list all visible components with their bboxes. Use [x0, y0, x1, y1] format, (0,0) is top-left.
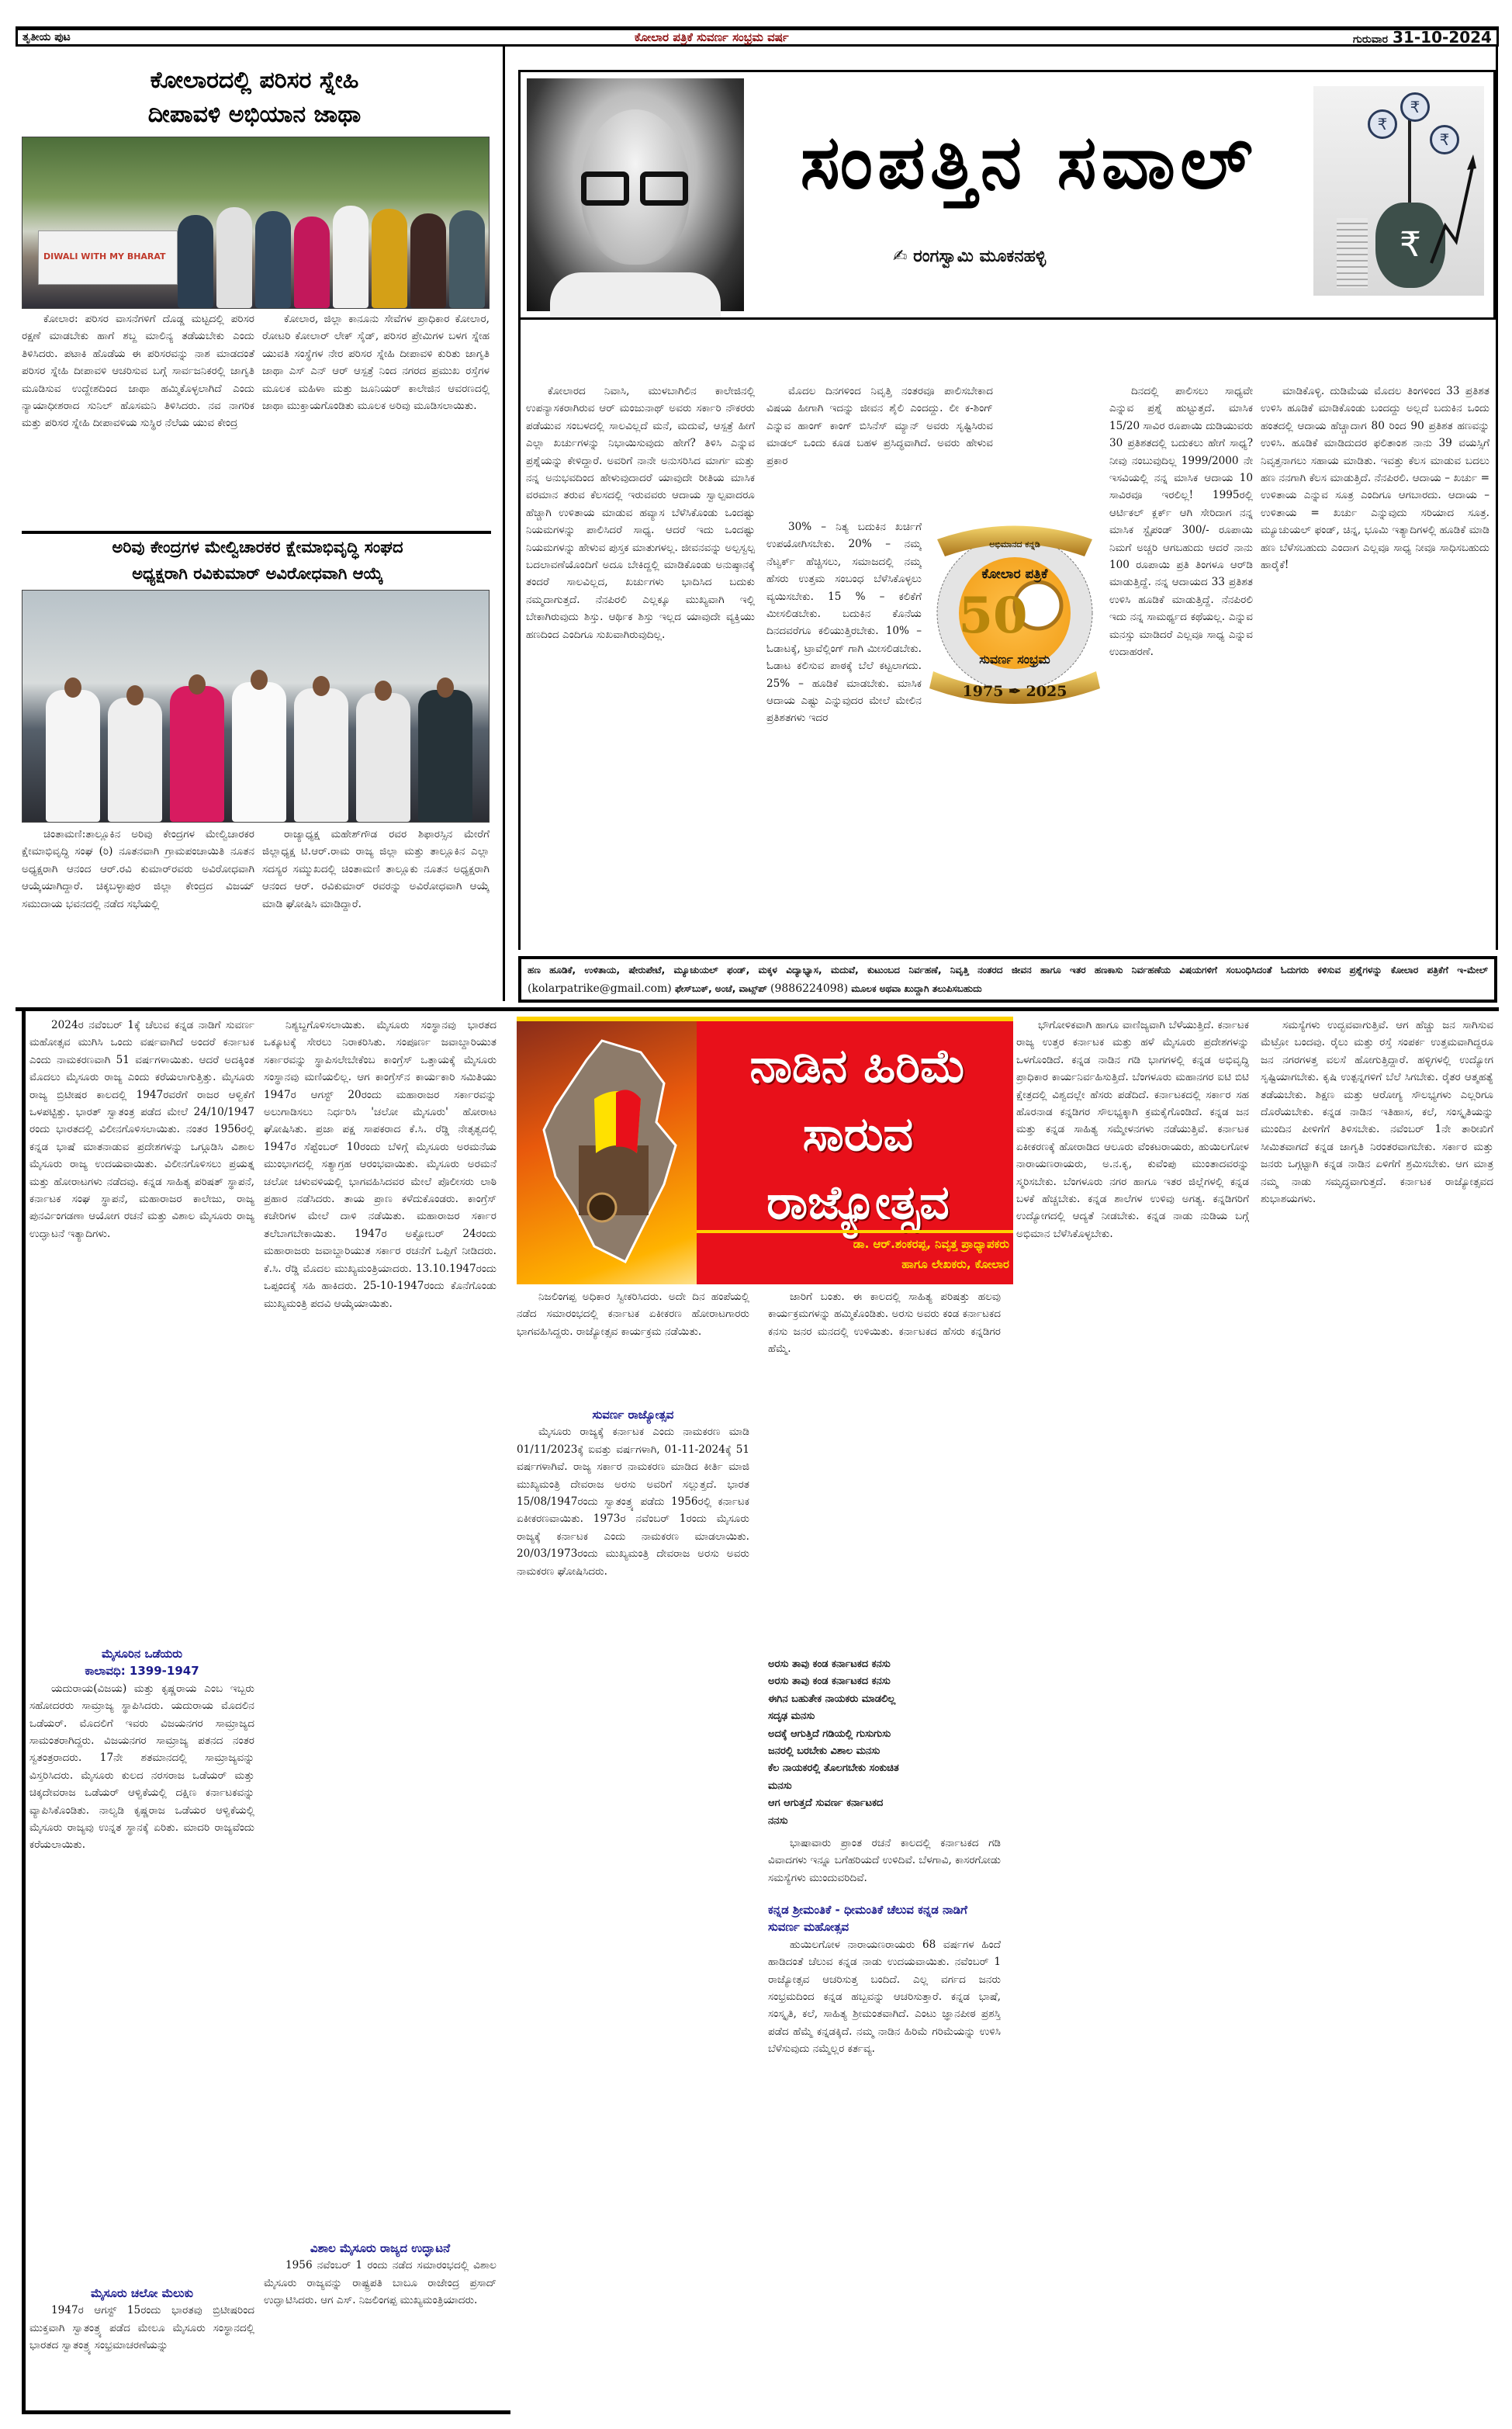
- info-text: ಮೂಲಕ ಅಥವಾ ಖುದ್ದಾಗಿ ತಲುಪಿಸಬಹುದು: [851, 983, 982, 994]
- person: [294, 688, 348, 822]
- rajyotsava-col3a: [517, 1288, 749, 1403]
- karnataka-map-art: [517, 1021, 697, 1284]
- person: [333, 206, 368, 308]
- frame-left: [22, 1009, 26, 2413]
- paragraph: ಚಿಂತಾಮಣಿ:ತಾಲ್ಲೂಕಿನ ಅರಿವು ಕೇಂದ್ರಗಳ ಮೇಲ್ವಿಚಾರಕರ ಕ್ಷೇಮಾಭಿವೃದ್ಧಿ ಸಂಘ (ರಿ) ನೂತನವಾಗಿ ಗ್ರಾಮಪಂಚಾಯಿತಿ ನೂತನ ಅಧ್ಯಕ್ಷರಾಗಿ ಆನಂದ ಆರ್.ರವಿ ಕುಮಾರ್‌ರವರು ಅವಿರೋಧವಾಗಿ ಆಯ್ಕೆಯಾಗಿದ್ದಾರೆ. ಚಿಕ್ಕಬಳ್ಳಾಪುರ ಜಿಲ್ಲಾ ಕೇಂದ್ರದ ವಿಜಯ್ ಸಮುದಾಯ ಭವನದಲ್ಲಿ ನಡೆದ ಸಭೆಯಲ್ಲಿ: [22, 828, 254, 910]
- page-label: ತೃತೀಯ ಪುಟ: [22, 31, 71, 43]
- rajyotsava-col1c: [29, 2285, 254, 2409]
- story-diwali-col2: [262, 310, 490, 520]
- person: [108, 698, 162, 822]
- poem-line: ಈಗಿನ ಬಹುತೇಕ ನಾಯಕರು ಮಾಡಲಿಲ್ಲ: [768, 1693, 896, 1705]
- rupee-coin-icon: ₹: [1430, 125, 1459, 154]
- paragraph: ಕೋಲಾರದ ನಿವಾಸಿ, ಮುಳಬಾಗಿಲಿನ ಕಾಲೇಜಿನಲ್ಲಿ ಉಪನ್ಯಾಸಕರಾಗಿರುವ ಆರ್ ಮಂಜುನಾಥ್ ಅವರು ಸರ್ಕಾರಿ ನೌಕರರು ಪಡೆಯುವ ಸಂಬಳದಲ್ಲಿ ಸಾಲವಿಲ್ಲದೆ ಮನೆ, ಮದುವೆ, ಆಸ್ಪತ್ರೆ ಹೀಗೆ ಎಲ್ಲಾ ಖರ್ಚುಗಳನ್ನು ನಿಭಾಯಿಸುವುದು ಹೇಗೆ? ತಿಳಿಸಿ ಎನ್ನುವ ಪ್ರಶ್ನೆಯನ್ನು ಕೇಳಿದ್ದಾರೆ. ಅವರಿಗೆ ನಾನೇ ಅನುಸರಿಸಿದ ಮಾರ್ಗ ಮತ್ತು ನನ್ನ ಅನುಭವದಿಂದ ಹೇಳುವುದಾದರೆ ಯಾವುದೇ ರೀತಿಯ ಮಾಸಿಕ ವರಮಾನ ತರುವ ಕೆಲಸದಲ್ಲಿ ಇರುವವರು ಆದಾಯ ಸ್ವಾಲ್ಪವಾದರೂ ಹೆಚ್ಚಾಗಿ ಉಳಿತಾಯ ಮಾಡುವ ಹವ್ಯಾಸ ಬೆಳೆಸಿಕೊಂಡು ಒಂದಷ್ಟು ನಿಯಮಗಳನ್ನು ಪಾಲಿಸಿದರೆ ಸಾಧ್ಯ. ಆದರೆ ಇದು ಒಂದಷ್ಟು ನಿಯಮಗಳನ್ನು ಹೇಳುವ ಪುಸ್ತಕ ಮಾತುಗಳಲ್ಲ. ಜೀವನವನ್ನು ಅಲ್ಪಸ್ವಲ್ಪ ಬದಲಾವಣೆಯೊಂದಿಗೆ ಅದೂ ಬೇಕಿದ್ದಲ್ಲಿ ಮಾಡಿಕೊಂಡು ಅನುಷ್ಠಾನಕ್ಕೆ ತಂದರೆ ಸಾಲವಿಲ್ಲದ, ಖರ್ಚುಗಳು ಭಾದಿಸಿದ ಬದುಕು ನಮ್ಮದಾಗುತ್ತದೆ. ನೆನಪಿರಲಿ ಎಲ್ಲಕ್ಕೂ ಮುಖ್ಯವಾಗಿ ಇಲ್ಲಿ ಬೇಕಾಗಿರುವುದು ಶಿಸ್ತು. ಆರ್ಥಿಕ ಶಿಸ್ತು ಇಲ್ಲದ ಯಾವುದೇ ವ್ಯಕ್ತಿಯು ಹಣದಿಂದ ಎಂದಿಗೂ ಸುಖವಾಗಿರುವುದಿಲ್ಲ.: [526, 385, 755, 641]
- paragraph: ಜಾರಿಗೆ ಬಂತು. ಈ ಕಾಲದಲ್ಲಿ ಸಾಹಿತ್ಯ ಪರಿಷತ್ತು ಹಲವು ಕಾರ್ಯಕ್ರಮಗಳನ್ನು ಹಮ್ಮಿಕೊಂಡಿತು. ಅರಸು ಅವರು ಕಂಡ ಕರ್ನಾಟಕದ ಕನಸು ಜನರ ಮನದಲ್ಲಿ ಉಳಿಯಿತು. ಕರ್ನಾಟಕದ ಹೆಸರು ಕನ್ನಡಿಗರ ಹೆಮ್ಮೆ.: [768, 1291, 1001, 1356]
- poem-line: ಅರಸು ತಾವು ಕಂಡ ಕರ್ನಾಟಕದ ಕನಸು: [768, 1675, 891, 1688]
- subheading-vishala-mysore: ವಿಶಾಲ ಮೈಸೂರು ರಾಜ್ಯದ ಉದ್ಘಾಟನೆ: [310, 2241, 451, 2255]
- rajyotsava-col1b: [29, 1645, 254, 2282]
- rajyotsava-col4a: [768, 1288, 1001, 1653]
- paragraph: ಕೋಲಾರ, ಜಿಲ್ಲಾ ಕಾನೂನು ಸೇವೆಗಳ ಪ್ರಾಧಿಕಾರ ಕೋಲಾರ, ರೋಟರಿ ಕೋಲಾರ್ ಲೇಕ್ ಸೈಡ್, ಪರಿಸರ ಪ್ರೇಮಿಗಳ ಬಳಗ ಸ್ನೇಹ ಯುವತಿ ಸಂಸ್ಥೆಗಳ ನೇರ ಪರಿಸರ ಸ್ನೇಹಿ ದೀಪಾವಳಿ ಕುರಿತು ಜಾಗೃತಿ ಜಾಥಾ ಎಸ್ ಎನ್ ಆರ್ ಆಸ್ಪತ್ರೆ ನಿಂದ ನಗರದ ಪ್ರಮುಖ ರಸ್ತೆಗಳ ಮೂಲಕ ಮಹಿಳಾ ಮತ್ತು ಜೂನಿಯರ್ ಕಾಲೇಜಿನ ಆವರಣದಲ್ಲಿ ಜಾಥಾ ಮುಕ್ತಾಯಗೊಂಡಿತು ಮೂಲಕ ಅರಿವು ಮೂಡಿಸಲಾಯಿತು.: [262, 313, 490, 413]
- rajyotsava-col4c: [768, 1901, 1001, 2410]
- subheading-kannada-shrimanthike: ಕನ್ನಡ ಶ್ರೀಮಂತಿಕೆ - ಧೀಮಂತಿಕೆ ಚೆಲುವ ಕನ್ನಡ ನಾಡಿಗೆ ಸುವರ್ಣ ಮಹೋತ್ಸವ: [768, 1903, 967, 1935]
- paragraph: ಸಮಸ್ಯೆಗಳು ಉದ್ಭವವಾಗುತ್ತಿವೆ. ಆಗ ಹೆಚ್ಚು ಜನ ಸಾಗಿಸುವ ಮೆಟ್ರೋ ಬಂದವು. ರೈಲು ಮತ್ತು ರಸ್ತೆ ಸಂಪರ್ಕ ಉತ್ತಮವಾಗಿದ್ದರೂ ಜನ ನಗರಗಳತ್ತ ವಲಸೆ ಹೋಗುತ್ತಿದ್ದಾರೆ. ಹಳ್ಳಿಗಳಲ್ಲಿ ಉದ್ಯೋಗ ಸೃಷ್ಟಿಯಾಗಬೇಕು. ಕೃಷಿ ಉತ್ಪನ್ನಗಳಿಗೆ ಬೆಲೆ ಸಿಗಬೇಕು. ರೈತರ ಆತ್ಮಹತ್ಯೆ ತಡೆಯಬೇಕು. ಶಿಕ್ಷಣ ಮತ್ತು ಆರೋಗ್ಯ ಸೌಲಭ್ಯಗಳು ಎಲ್ಲರಿಗೂ ದೊರೆಯಬೇಕು. ಕನ್ನಡ ನಾಡಿನ ಇತಿಹಾಸ, ಕಲೆ, ಸಂಸ್ಕೃತಿಯನ್ನು ಮುಂದಿನ ಪೀಳಿಗೆಗೆ ತಿಳಿಸಬೇಕು. ನವೆಂಬರ್ 1ನೇ ತಾರೀಖಿಗೆ ಸೀಮಿತವಾಗದೆ ಕನ್ನಡ ಜಾಗೃತಿ ನಿರಂತರವಾಗಬೇಕು. ಸರ್ಕಾರ ಮತ್ತು ಜನರು ಒಗ್ಗಟ್ಟಾಗಿ ಕನ್ನಡ ನಾಡಿನ ಏಳಿಗೆಗೆ ಶ್ರಮಿಸಬೇಕು. ಆಗ ಮಾತ್ರ ನಮ್ಮ ನಾಡು ಸಮೃದ್ಧವಾಗುತ್ತದೆ. ಕರ್ನಾಟಕ ರಾಜ್ಯೋತ್ಸವದ ಶುಭಾಶಯಗಳು.: [1261, 1019, 1493, 1206]
- story-diwali-col1: [22, 310, 254, 520]
- column-title: ಸಂಪತ್ತಿನ ಸವಾಲ್: [800, 119, 1258, 206]
- logo-years: 1975 ✒ 2025: [962, 683, 1067, 700]
- rajyotsava-col2b: [264, 2240, 497, 2410]
- contact-phone: (9886224098): [770, 982, 849, 995]
- paragraph: ಭಾಷಾವಾರು ಪ್ರಾಂತ ರಚನೆ ಕಾಲದಲ್ಲಿ ಕರ್ನಾಟಕದ ಗಡಿ ವಿವಾದಗಳು ಇನ್ನೂ ಬಗೆಹರಿಯದೆ ಉಳಿದಿವೆ. ಬೆಳಗಾವಿ, ಕಾಸರಗೋಡು ಸಮಸ್ಯೆಗಳು ಮುಂದುವರಿದಿವೆ.: [768, 1837, 1001, 1884]
- growth-arrow-icon: [1430, 148, 1476, 265]
- poem-line: ಕೆಲ ನಾಯಕರಲ್ಲಿ ತೊಲಗಬೇಕು ಸಂಕುಚಿತ: [768, 1762, 899, 1775]
- person: [410, 213, 446, 308]
- rupee-coin-icon: ₹: [1400, 92, 1430, 122]
- paragraph: ಭೌಗೋಳಿಕವಾಗಿ ಹಾಗೂ ವಾಣಿಜ್ಯವಾಗಿ ಬೆಳೆಯುತ್ತಿದೆ. ಕರ್ನಾಟಕ ರಾಜ್ಯ ಉತ್ತರ ಕರ್ನಾಟಕ ಮತ್ತು ಹಳೆ ಮೈಸೂರು ಪ್ರದೇಶಗಳನ್ನು ಒಳಗೊಂಡಿದೆ. ಕನ್ನಡ ನಾಡಿನ ಗಡಿ ಭಾಗಗಳಲ್ಲಿ ಕನ್ನಡ ಅಭಿವೃದ್ಧಿ ಪ್ರಾಧಿಕಾರ ಕಾರ್ಯನಿರ್ವಹಿಸುತ್ತಿದೆ. ಬೆಂಗಳೂರು ಮಹಾನಗರ ಐಟಿ ಬಿಟಿ ಕ್ಷೇತ್ರದಲ್ಲಿ ವಿಶ್ವದಲ್ಲೇ ಹೆಸರು ಪಡೆದಿದೆ. ಕರ್ನಾಟಕದಲ್ಲಿ ಸರ್ಕಾರ ಸಹ ಹೊರನಾಡ ಕನ್ನಡಿಗರ ಸೌಲಭ್ಯಕ್ಕಾಗಿ ಕ್ರಮಕೈಗೊಂಡಿದೆ. ಕನ್ನಡ ಜನ ಮತ್ತು ಕನ್ನಡ ಸಾಹಿತ್ಯ ಸಮ್ಮೇಳನಗಳು ನಡೆಯುತ್ತಿವೆ. ಕರ್ನಾಟಕ ಏಕೀಕರಣಕ್ಕೆ ಹೋರಾಡಿದ ಆಲೂರು ವೆಂಕಟರಾಯರು, ಹುಯಿಲಗೋಳ ನಾರಾಯಣರಾಯರು, ಅ.ನ.ಕೃ, ಕುವೆಂಪು ಮುಂತಾದವರನ್ನು ಸ್ಮರಿಸಬೇಕು. ಬೆಂಗಳೂರು ನಗರ ಹಾಗೂ ಇತರ ಜಿಲ್ಲೆಗಳಲ್ಲಿ ಕನ್ನಡ ಬಳಕೆ ಹೆಚ್ಚಬೇಕು. ಕನ್ನಡ ಶಾಲೆಗಳ ಉಳಿವು ಅಗತ್ಯ. ಕನ್ನಡಿಗರಿಗೆ ಉದ್ಯೋಗದಲ್ಲಿ ಆದ್ಯತೆ ನೀಡಬೇಕು. ಕನ್ನಡ ನಾಡು ನುಡಿಯ ಬಗ್ಗೆ ಅಭಿಮಾನ ಬೆಳೆಸಿಕೊಳ್ಳಬೇಕು.: [1016, 1019, 1249, 1240]
- rajyotsava-col6: [1261, 1017, 1493, 2410]
- column-text-col1: [526, 383, 755, 949]
- poem-line: ಸದೃಢ ಮನಸು: [768, 1710, 815, 1723]
- title-line: ಸಾರುವ: [802, 1107, 914, 1162]
- money-bag-icon: ₹: [1375, 203, 1445, 288]
- logo-arc-bottom-text: ಸುವರ್ಣ ಸಂಭ್ರಮ: [979, 652, 1050, 667]
- person: [294, 217, 330, 308]
- info-text: ಫೇಸ್‌ಬುಕ್, ಅಂಚೆ, ವಾಟ್ಸ್‌ಪ್: [674, 983, 767, 994]
- author-line: ಡಾ. ಆರ್.ಶಂಕರಪ್ಪ, ನಿವೃತ್ತ ಪ್ರಾಧ್ಯಾಪಕರು: [853, 1237, 1009, 1251]
- logo-number: 50: [958, 587, 1028, 645]
- column-banner: [518, 70, 1496, 320]
- paragraph: 1956 ನವೆಂಬರ್ 1 ರಂದು ನಡೆದ ಸಮಾರಂಭದಲ್ಲಿ ವಿಶಾಲ ಮೈಸೂರು ರಾಜ್ಯವನ್ನು ರಾಷ್ಟ್ರಪತಿ ಬಾಬೂ ರಾಜೇಂದ್ರ ಪ್ರಸಾದ್ ಉದ್ಘಾಟಿಸಿದರು. ಆಗ ಎಸ್. ನಿಜಲಿಂಗಪ್ಪ ಮುಖ್ಯಮಂತ್ರಿಯಾದರು.: [264, 2259, 497, 2307]
- poem-line: ನನಸು: [768, 1814, 788, 1827]
- rajyotsava-poem: [768, 1656, 1001, 1830]
- paragraph: ನಿಶ್ಯಬ್ದಗೊಳಿಸಲಾಯಿತು. ಮೈಸೂರು ಸಂಸ್ಥಾನವು ಭಾರತದ ಒಕ್ಕೂಟಕ್ಕೆ ಸೇರಲು ನಿರಾಕರಿಸಿತು. ಸಂಪೂರ್ಣ ಜವಾಬ್ದಾರಿಯುತ ಸರ್ಕಾರವನ್ನು ಸ್ಥಾಪಿಸಲೇಬೇಕೆಂಬ ಕಾಂಗ್ರೆಸ್ ಒತ್ತಾಯಕ್ಕೆ ಮೈಸೂರು ಸಂಸ್ಥಾನವು ಮಣಿಯಲಿಲ್ಲ. ಆಗ ಕಾಂಗ್ರೆಸ್‌ನ ಕಾರ್ಯಕಾರಿ ಸಮಿತಿಯು 1947ರ ಆಗಸ್ಟ್ 20ರಂದು ಮಹಾರಾಜರ ಸರ್ಕಾರವನ್ನು ಅಲುಗಾಡಿಸಲು ನಿರ್ಧರಿಸಿ 'ಚಲೋ ಮೈಸೂರು' ಹೋರಾಟ ಘೋಷಿಸಿತು. ಪ್ರಜಾ ಪಕ್ಷ ಸಾಪಕರಾದ ಕೆ.ಸಿ. ರೆಡ್ಡಿ ನೇತೃತ್ವದಲ್ಲಿ 1947ರ ಸೆಪ್ಟೆಂಬರ್ 10ರಂದು ಬೆಳಿಗ್ಗೆ ಮೈಸೂರು ಅರಮನೆಯ ಮುಂಭಾಗದಲ್ಲಿ ಸತ್ಯಾಗ್ರಹ ಆರಂಭವಾಯಿತು. ಮೈಸೂರು ಅರಮನೆ ಚಲೋ ಚಳುವಳಿಯಲ್ಲಿ ಭಾಗವಹಿಸಿದವರ ಮೇಲೆ ಪೊಲೀಸರು ಲಾಠಿ ಪ್ರಹಾರ ನಡೆಸಿದರು. ತಾಯ ಪ್ರಾಣ ಕಳೆದುಕೊಂಡರು. ಕಾಂಗ್ರೆಸ್ ಕಚೇರಿಗಳ ಮೇಲೆ ದಾಳಿ ನಡೆಯಿತು. ಮಹಾರಾಜರ ಸರ್ಕಾರ ತಲೆಬಾಗಬೇಕಾಯಿತು. 1947ರ ಅಕ್ಟೋಬರ್ 24ರಂದು ಮಹಾರಾಜರು ಜವಾಬ್ದಾರಿಯುತ ಸರ್ಕಾರ ರಚನೆಗೆ ಒಪ್ಪಿಗೆ ನೀಡಿದರು. ಕೆ.ಸಿ. ರೆಡ್ಡಿ ಮೊದಲ ಮುಖ್ಯಮಂತ್ರಿಯಾದರು. 13.10.1947ರಂದು ಒಪ್ಪಂದಕ್ಕೆ ಸಹಿ ಹಾಕಿದರು. 25-10-1947ರಂದು ಕೊನೆಗೊಂಡು ಮುಖ್ಯಮಂತ್ರಿ ಪದವಿ ಆಯ್ಕೆಯಾಯಿತು.: [264, 1019, 497, 1310]
- subheading-mysore-chalo: ಮೈಸೂರು ಚಲೋ ಮೆಲುಕು: [91, 2286, 193, 2300]
- headline-line: ಅಧ್ಯಕ್ಷರಾಗಿ ರವಿಕುಮಾರ್ ಅವಿರೋಧವಾಗಿ ಆಯ್ಕೆ: [132, 564, 383, 583]
- paragraph: 1947ರ ಆಗಸ್ಟ್ 15ರಂದು ಭಾರತವು ಬ್ರಿಟೀಷರಿಂದ ಮುಕ್ತವಾಗಿ ಸ್ವಾತಂತ್ರ್ಯ ಪಡೆದ ಮೇಲೂ ಮೈಸೂರು ಸಂಸ್ಥಾನದಲ್ಲಿ ಭಾರತದ ಸ್ವಾತಂತ್ರ್ಯ ಸಂಭ್ರಮಾಚರಣೆಯನ್ನು: [29, 2304, 254, 2352]
- paragraph: ದಿನದಲ್ಲಿ ಪಾಲಿಸಲು ಸಾಧ್ಯವೇ ಎನ್ನುವ ಪ್ರಶ್ನೆ ಹುಟ್ಟುತ್ತದೆ. ಮಾಸಿಕ 15/20 ಸಾವಿರ ರೂಪಾಯಿ ದುಡಿಯುವರು 30 ಪ್ರತಿಶತದಲ್ಲಿ ಬದುಕಲು ಹೇಗೆ ಸಾಧ್ಯ? ನೀವು ನಂಬುವುದಿಲ್ಲ 1999/2000 ನೇ ಇಸವಿಯಲ್ಲಿ ನನ್ನ ಮಾಸಿಕ ಆದಾಯ 10 ಸಾವಿರವೂ ಇರಲಿಲ್ಲ! 1995ರಲ್ಲಿ ಆರ್ಟಿಕಲ್ ಕ್ಲರ್ಕ್ ಆಗಿ ಸೇರಿದಾಗ ನನ್ನ ಮಾಸಿಕ ಸ್ಟೈಪಂಡ್ 300/- ರೂಪಾಯಿ ನಿಮಗೆ ಅಚ್ಚರಿ ಆಗಬಹುದು ಆದರೆ ನಾನು 100 ರೂಪಾಯಿ ಪ್ರತಿ ತಿಂಗಳೂ ಆರ್‌ಡಿ ಮಾಡುತ್ತಿದ್ದೆ. ನನ್ನ ಆದಾಯದ 33 ಪ್ರತಿಶತ ಉಳಿಸಿ ಹೂಡಿಕೆ ಮಾಡುತ್ತಿದ್ದೆ. ನೆನಪಿರಲಿ ಇದು ನನ್ನ ಸಾಮರ್ಥ್ಯದ ಕಥೆಯಲ್ಲ. ಎನ್ನುವ ಮನಸ್ಸು ಮಾಡಿದರೆ ಎಲ್ಲವೂ ಸಾಧ್ಯ ಎನ್ನುವ ಉದಾಹರಣೆ.: [1109, 385, 1253, 659]
- subheading-period: ಕಾಲಾವಧಿ: 1399-1947: [85, 1664, 199, 1679]
- person: [449, 210, 485, 308]
- person: [418, 690, 472, 822]
- frame-bottom: [22, 2410, 510, 2414]
- person: [372, 209, 407, 308]
- rajyotsava-col4b: [768, 1835, 1001, 1897]
- paragraph: ಯದುರಾಯ(ವಿಜಯ) ಮತ್ತು ಕೃಷ್ಣರಾಯ ಎಂಬ ಇಬ್ಬರು ಸಹೋದರರು ಸಾಮ್ರಾಜ್ಯ ಸ್ಥಾಪಿಸಿದರು. ಯದುರಾಯ ಮೊದಲಿನ ಒಡೆಯರ್. ಮೊದಲಿಗೆ ಇವರು ವಿಜಯನಗರ ಸಾಮ್ರಾಜ್ಯದ ಸಾಮಂತರಾಗಿದ್ದರು. ವಿಜಯನಗರ ಸಾಮ್ರಾಜ್ಯ ಪತನದ ನಂತರ ಸ್ವತಂತ್ರರಾದರು. 17ನೇ ಶತಮಾನದಲ್ಲಿ ಸಾಮ್ರಾಜ್ಯವನ್ನು ವಿಸ್ತರಿಸಿದರು. ಮೈಸೂರು ಕುಲದ ನರಸರಾಜ ಒಡೆಯರ್ ಮತ್ತು ಚಿಕ್ಕದೇವರಾಜ ಒಡೆಯರ್ ಆಳ್ವಿಕೆಯಲ್ಲಿ ದಕ್ಷಿಣ ಕರ್ನಾಟಕವನ್ನು ವ್ಯಾಪಿಸಿಕೊಂಡಿತು. ನಾಲ್ವಡಿ ಕೃಷ್ಣರಾಜ ಒಡೆಯರ ಆಳ್ವಿಕೆಯಲ್ಲಿ ಮೈಸೂರು ರಾಜ್ಯವು ಉನ್ನತ ಸ್ಥಾನಕ್ಕೆ ಏರಿತು. ಮಾದರಿ ರಾಜ್ಯವೆಂದು ಕರೆಯಲಾಯಿತು.: [29, 1682, 254, 1852]
- rajyotsava-title: [703, 1032, 1013, 1237]
- person: [255, 211, 291, 308]
- karnataka-map-icon: [532, 1037, 687, 1270]
- info-text: ಹಣ ಹೂಡಿಕೆ, ಉಳಿತಾಯ, ಷೇರುಪೇಟೆ, ಮ್ಯೂಚುಯಲ್ ಫಂಡ್, ಮಕ್ಕಳ ವಿದ್ಯಾಭ್ಯಾಸ, ಮದುವೆ, ಕುಟುಂಬದ ನಿರ್ವಹಣೆ, ನಿವೃತ್ತಿ ನಂತರದ ಜೀವನ ಹಾಗೂ ಇತರ ಹಣಕಾಸು ನಿರ್ವಹಣೆಯ ವಿಷಯಗಳಿಗೆ ಸಂಬಂಧಿಸಿದಂತೆ ಓದುಗರು ಕಳಿಸುವ ಪ್ರಶ್ನೆಗಳನ್ನು ಕೋಲಾರ ಪತ್ರಿಕೆಗೆ ಇ-ಮೇಲ್: [528, 965, 1488, 975]
- rally-banner: [38, 230, 178, 285]
- pen-icon: ✍: [893, 247, 908, 266]
- issue-date: [1353, 28, 1492, 47]
- poem-line: ಮನಸು: [768, 1779, 792, 1792]
- box-border-right: [1496, 47, 1498, 950]
- reader-questions-box: [518, 956, 1497, 1003]
- story-arivu-col1: [22, 826, 254, 989]
- paragraph: ರಾಜ್ಯಾಧ್ಯಕ್ಷ ಮಹೇಶ್‌ಗೌಡ ರವರ ಶಿಫಾರಸ್ಸಿನ ಮೇರೆಗೆ ಜಿಲ್ಲಾಧ್ಯಕ್ಷ ಟಿ.ಆರ್.ರಾಮ ರಾಜ್ಯ ಜಿಲ್ಲಾ ಮತ್ತು ತಾಲ್ಲೂಕಿನ ಎಲ್ಲಾ ಸದಸ್ಯರ ಸಮ್ಮುಖದಲ್ಲಿ ಚಿಂತಾಮಣಿ ತಾಲ್ಲೂಕು ನೂತನ ಅಧ್ಯಕ್ಷರಾಗಿ ಆನಂದ ಆರ್. ರವಿಕುಮಾರ್ ರವರನ್ನು ಅವಿರೋಧವಾಗಿ ಆಯ್ಕೆ ಮಾಡಿ ಘೋಷಿಸಿ ಮಾಡಿದ್ದಾರೆ.: [262, 828, 490, 910]
- column-text-col3: [1109, 383, 1253, 949]
- story-arivu-col2: [262, 826, 490, 989]
- column-divider: [503, 47, 505, 1001]
- paragraph: ಮೊದಲ ದಿನಗಳಿಂದ ನಿವೃತ್ತಿ ನಂತರವೂ ಪಾಲಿಸಬೇಕಾದ ವಿಷಯ ಹೀಗಾಗಿ ಇದನ್ನು ಜೀವನ ಶೈಲಿ ಎಂದದ್ದು. ಲೀ ಕ-ಶಿಂಗ್ ಎನ್ನುವ ಹಾಂಗ್ ಕಾಂಗ್ ಬಿಸಿನೆಸ್ ಮ್ಯಾನ್ ಅವರು ಸೃಷ್ಟಿಸಿರುವ ಮಾಡಲ್ ಒಂದು ಕೂಡ ಬಹಳ ಪ್ರಸಿದ್ಧವಾಗಿದೆ. ಅವರು ಹೇಳುವ ಪ್ರಕಾರ: [766, 385, 993, 467]
- poem-line: ಜನರಲ್ಲಿ ಬರಬೇಕು ವಿಶಾಲ ಮನಸು: [768, 1745, 881, 1758]
- paragraph: ಹುಯಿಲಗೋಳ ನಾರಾಯಣರಾಯರು 68 ವರ್ಷಗಳ ಹಿಂದೆ ಹಾಡಿದಂತೆ ಚೆಲುವ ಕನ್ನಡ ನಾಡು ಉದಯವಾಯಿತು. ನವೆಂಬರ್ 1 ರಾಜ್ಯೋತ್ಸವ ಆಚರಿಸುತ್ತ ಬಂದಿದೆ. ಎಲ್ಲ ವರ್ಗದ ಜನರು ಸಂಭ್ರಮದಿಂದ ಕನ್ನಡ ಹಬ್ಬವನ್ನು ಆಚರಿಸುತ್ತಾರೆ. ಕನ್ನಡ ಭಾಷೆ, ಸಂಸ್ಕೃತಿ, ಕಲೆ, ಸಾಹಿತ್ಯ ಶ್ರೀಮಂತವಾಗಿದೆ. ಎಂಟು ಜ್ಞಾನಪೀಠ ಪ್ರಶಸ್ತಿ ಪಡೆದ ಹೆಮ್ಮೆ ಕನ್ನಡಕ್ಕಿದೆ. ನಮ್ಮ ನಾಡಿನ ಹಿರಿಮೆ ಗರಿಮೆಯನ್ನು ಉಳಿಸಿ ಬೆಳೆಸುವುದು ನಮ್ಮೆಲ್ಲರ ಕರ್ತವ್ಯ.: [768, 1938, 1001, 2056]
- rally-banner-text: DIWALI WITH MY BHARAT: [43, 251, 166, 262]
- money-plant-illustration: [1313, 86, 1484, 296]
- rajyotsava-banner: [517, 1017, 1013, 1284]
- diwali-rally-photo: [22, 137, 490, 309]
- paragraph: ಮಾಡಿಕೊಳ್ಳಿ. ದುಡಿಮೆಯ ಮೊದಲ ತಿಂಗಳಿಂದ 33 ಪ್ರತಿಶತ ಉಳಿಸಿ ಹೂಡಿಕೆ ಮಾಡಿಕೊಂಡು ಬಂದದ್ದು ಅಲ್ಲದೆ ಬದುಕಿನ ಒಂದು ಹಂತದಲ್ಲಿ ಆದಾಯ ಹೆಚ್ಚಾದಾಗ 80 ರಿಂದ 90 ಪ್ರತಿಶತ ಹಣವನ್ನು ಉಳಿಸಿ. ಹೂಡಿಕೆ ಮಾಡಿದುದರ ಫಲಿತಾಂಶ ನಾನು 39 ವಯಸ್ಸಿಗೆ ನಿವೃತ್ತನಾಗಲು ಸಹಾಯ ಮಾಡಿತು. ಇವತ್ತು ಕೆಲಸ ಮಾಡುವ ಬದಲು ಹಣ ನನಗಾಗಿ ಕೆಲಸ ಮಾಡುತ್ತಿದೆ. ನೆನಪಿರಲಿ. ಆದಾಯ – ಖರ್ಚು = ಉಳಿತಾಯ ಎನ್ನುವ ಸೂತ್ರ ಎಂದಿಗೂ ಆಗಬಾರದು. ಆದಾಯ – ಉಳಿತಾಯ = ಖರ್ಚು ಎನ್ನುವುದು ಸರಿಯಾದ ಸೂತ್ರ. ಮ್ಯೂಚುಯಲ್ ಫಂಡ್, ಚಿನ್ನ, ಭೂಮಿ ಇತ್ಯಾದಿಗಳಲ್ಲಿ ಹೂಡಿಕೆ ಮಾಡಿ ಹಣ ಬೆಳೆಸಬಹುದು ಎಂದಾಗ ಎಲ್ಲವೂ ಸಾಧ್ಯ ನೀವೂ ಸಾಧಿಸಬಹುದು ಹಾರೈಕೆ!: [1261, 385, 1490, 572]
- column-byline: [893, 247, 1046, 266]
- logo-arc-top-text: ಕೋಲಾರ ಪತ್ರಿಕೆ: [981, 567, 1048, 582]
- masthead: [16, 26, 1499, 47]
- paper-title: ಕೋಲಾರ ಪತ್ರಿಕೆ ಸುವರ್ಣ ಸಂಭ್ರಮ ವರ್ಷ: [634, 30, 789, 44]
- column-text-col2a: [766, 383, 993, 515]
- rajyotsava-col2a: [264, 1017, 497, 2235]
- rajyotsava-col1a: [29, 1017, 254, 1637]
- paragraph: ಮೈಸೂರು ರಾಜ್ಯಕ್ಕೆ ಕರ್ನಾಟಕ ಎಂದು ನಾಮಕರಣ ಮಾಡಿ 01/11/2023ಕ್ಕೆ ಐವತ್ತು ವರ್ಷಗಳಾಗಿ, 01-11-2024ಕ್ಕೆ 51 ವರ್ಷಗಳಾಗಿವೆ. ರಾಜ್ಯ ಸರ್ಕಾರ ನಾಮಕರಣ ಮಾಡಿದ ಕೀರ್ತಿ ಮಾಜಿ ಮುಖ್ಯಮಂತ್ರಿ ದೇವರಾಜ ಅರಸು ಅವರಿಗೆ ಸಲ್ಲುತ್ತದೆ. ಭಾರತ 15/08/1947ರಂದು ಸ್ವಾತಂತ್ರ್ಯ ಪಡೆದು 1956ರಲ್ಲಿ ಕರ್ನಾಟಕ ಏಕೀಕರಣವಾಯಿತು. 1973ರ ನವೆಂಬರ್ 1ರಂದು ಮೈಸೂರು ರಾಜ್ಯಕ್ಕೆ ಕರ್ನಾಟಕ ಎಂದು ನಾಮಕರಣ ಮಾಡಲಾಯಿತು. 20/03/1973ರಂದು ಮುಖ್ಯಮಂತ್ರಿ ದೇವರಾಜ ಅರಸು ಅವರು ನಾಮಕರಣ ಘೋಷಿಸಿದರು.: [517, 1426, 749, 1578]
- author-portrait: [527, 78, 744, 311]
- story-arivu-headline: [17, 534, 498, 587]
- poem-line: ಆಗ ಆಗುತ್ತದೆ ಸುವರ್ಣ ಕರ್ನಾಟಕದ: [768, 1797, 884, 1810]
- weekday: ಗುರುವಾರ: [1352, 33, 1389, 46]
- headline-line: ಕೋಲಾರದಲ್ಲಿ ಪರಿಸರ ಸ್ನೇಹಿ: [150, 67, 359, 94]
- headline-line: ದೀಪಾವಳಿ ಅಭಿಯಾನ ಜಾಥಾ: [147, 101, 362, 128]
- paragraph: ಕೋಲಾರ: ಪರಿಸರ ವಾಸನೆಗಳಿಗೆ ದೊಡ್ಡ ಮಟ್ಟದಲ್ಲಿ ಪರಿಸರ ರಕ್ಷಣೆ ಮಾಡಬೇಕು ಹಾಗೆ ಶಬ್ದ ಮಾಲಿನ್ಯ ತಡೆಯಬೇಕು ಎಂದು ತಿಳಿಸಿದರು. ಪಟಾಕಿ ಹೊಡೆಯ ಈ ಪರಿಸರವನ್ನು ನಾಶ ಮಾಡದಂತೆ ಪರಿಸರ ಸ್ನೇಹಿ ದೀಪಾವಳಿ ಆಚರಿಸುವ ಬಗ್ಗೆ ಸಾರ್ವಜನಿಕರಲ್ಲಿ ಜಾಗೃತಿ ಮೂಡಿಸುವ ಉದ್ದೇಶದಿಂದ ಜಾಥಾ ಹಮ್ಮಿಕೊಳ್ಳಲಾಗಿದೆ ಎಂದು ನ್ಯಾಯಾಧೀಶರಾದ ಸುನಿಲ್ ಹೊಸಮನಿ ತಿಳಿಸಿದರು. ನವ ನಾಗರಿಕ ಮತ್ತು ಪರಿಸರ ಸ್ನೇಹಿ ದೀಪಾವಳಿಯ ಸುಸ್ಥಿರ ನೆಲೆಯ ಯುವ ಕೇಂದ್ರ: [22, 313, 254, 430]
- person: [232, 682, 286, 822]
- paragraph: ನಿಜಲಿಂಗಪ್ಪ ಅಧಿಕಾರ ಸ್ವೀಕರಿಸಿದರು. ಅದೇ ದಿನ ಹಂಪೆಯಲ್ಲಿ ನಡೆದ ಸಮಾರಂಭದಲ್ಲಿ ಕರ್ನಾಟಕ ಏಕೀಕರಣ ಹೋರಾಟಗಾರರು ಭಾಗವಹಿಸಿದ್ದರು. ರಾಜ್ಯೋತ್ಸವ ಕಾರ್ಯಕ್ರಮ ನಡೆಯಿತು.: [517, 1291, 749, 1338]
- poem-line: ಅದಕ್ಕೆ ಆಗುತ್ತಿದೆ ಗಡಿಯಲ್ಲಿ ಗುಸುಗುಸು: [768, 1727, 891, 1740]
- column-text-col2b: [766, 518, 922, 949]
- subheading-suvarna-rajyotsava: ಸುವರ್ಣ ರಾಜ್ಯೋತ್ಸವ: [592, 1408, 674, 1422]
- subheading-mysore-wodeyars: ಮೈಸೂರಿನ ಒಡೆಯರು: [102, 1647, 182, 1661]
- kolar-patrike-50-years-logo: [922, 516, 1108, 706]
- rajyotsava-col3b: [517, 1406, 749, 2407]
- poem-line: ಅರಸು ತಾವು ಕಂಡ ಕರ್ನಾಟಕದ ಕನಸು: [768, 1658, 891, 1670]
- title-line: ರಾಜ್ಯೋತ್ಸವ: [766, 1176, 950, 1230]
- story-diwali-headline: [22, 64, 487, 132]
- title-line: ನಾಡಿನ ಹಿರಿಮೆ: [749, 1039, 967, 1093]
- author-name: ರಂಗಸ್ವಾಮಿ ಮೂಕನಹಳ್ಳಿ: [913, 247, 1047, 266]
- contact-email[interactable]: (kolarpatrike@gmail.com): [528, 982, 672, 995]
- column-text-col4: [1261, 383, 1490, 949]
- group-felicitation-photo: [22, 590, 490, 823]
- paragraph: 2024ರ ನವೆಂಬರ್ 1ಕ್ಕೆ ಚೆಲುವ ಕನ್ನಡ ನಾಡಿಗೆ ಸುವರ್ಣ ಮಹೋತ್ಸವ ಮುಗಿಸಿ ಒಂದು ವರ್ಷವಾಗಿದೆ ಅಂದರೆ ಕರ್ನಾಟಕ ಎಂದು ನಾಮಕರಣವಾಗಿ 51 ವರ್ಷಗಳಾಯಿತು. ಆದರೆ ಅದಕ್ಕಿಂತ ಮೊದಲು ಮೈಸೂರು ರಾಜ್ಯ ಎಂದು ಕರೆಯಲಾಗುತ್ತಿತ್ತು. ಮೈಸೂರು ರಾಜ್ಯ ಬ್ರಿಟೀಷರ ಕಾಲದಲ್ಲಿ 1947ರವರೆಗೆ ರಾಜರ ಆಳ್ವಿಕೆಗೆ ಒಳಪಟ್ಟಿತ್ತು. ಭಾರತ್ ಸ್ವಾತಂತ್ರ ಪಡೆದ ಮೇಲೆ 24/10/1947 ರಂದು ಭಾರತದಲ್ಲಿ ವಿಲೀನಗೊಳಿಸಲಾಯಿತು. ನಂತರ 1956ರಲ್ಲಿ ಕನ್ನಡ ಭಾಷೆ ಮಾತನಾಡುವ ಪ್ರದೇಶಗಳನ್ನು ಒಗ್ಗೂಡಿಸಿ ವಿಶಾಲ ಮೈಸೂರು ರಾಜ್ಯ ಉದಯವಾಯಿತು. ವಿಲೀನಗೊಳಿಸಲು ಪ್ರಯತ್ನ ಮತ್ತು ಹೋರಾಟಗಳು ನಡೆದವು. ಕನ್ನಡ ಸಾಹಿತ್ಯ ಪರಿಷತ್ ಸ್ಥಾಪನೆ, ಕರ್ನಾಟಕ ಸಂಘ ಸ್ಥಾಪನೆ, ಮಹಾರಾಜರ ಕಾಲೇಜು, ರಾಜ್ಯ ಪುನರ್ವಿಂಗಡಣಾ ಆಯೋಗ ರಚನೆ ಮತ್ತು ವಿಶಾಲ ಮೈಸೂರು ರಾಜ್ಯ ಉದ್ಘಾಟನೆ ಇತ್ಯಾದಿಗಳು.: [29, 1019, 254, 1240]
- headline-line: ಅರಿವು ಕೇಂದ್ರಗಳ ಮೇಲ್ವಿಚಾರಕರ ಕ್ಷೇಮಾಭಿವೃದ್ಧಿ ಸಂಘದ: [112, 538, 403, 556]
- person: [356, 693, 410, 822]
- author-line: ಹಾಗೂ ಲೇಖಕರು, ಕೋಲಾರ: [901, 1257, 1009, 1271]
- logo-ribbon-top-text: ಅಭಿಮಾನದ ಕನ್ನಡಿ: [989, 539, 1040, 549]
- paragraph: 30% – ನಿತ್ಯ ಬದುಕಿನ ಖರ್ಚಿಗೆ ಉಪಯೋಗಿಸಬೇಕು. 20% – ನಮ್ಮ ನೆಟ್ವರ್ಕ್ ಹೆಚ್ಚಿಸಲು, ಸಮಾಜದಲ್ಲಿ ನಮ್ಮ ಹೆಸರು ಉತ್ತಮ ಸಂಬಂಧ ಬೆಳೆಸಿಕೊಳ್ಳಲು ವ್ಯಯಿಸಬೇಕು. 15 % – ಕಲಿಕೆಗೆ ಮೀಸಲಿಡಬೇಕು. ಬದುಕಿನ ಕೊನೆಯ ದಿನದವರೆಗೂ ಕಲಿಯುತ್ತಿರಬೇಕು. 10% – ಓಡಾಟಕ್ಕೆ, ಟ್ರಾವೆಲ್ಲಿಂಗ್ ಗಾಗಿ ಮೀಸಲಿಡಬೇಕು. ಓಡಾಟ ಕಲಿಸುವ ಪಾಠಕ್ಕೆ ಬೆಲೆ ಕಟ್ಟಲಾಗದು. 25% – ಹೂಡಿಕೆ ಮಾಡಬೇಕು. ಮಾಸಿಕ ಆದಾಯ ಎಷ್ಟು ಎನ್ನುವುದರ ಮೇಲೆ ಮೇಲಿನ ಪ್ರತಿಶತಗಳು ಇದರ: [766, 521, 922, 725]
- person: [46, 690, 100, 822]
- person: [178, 215, 213, 308]
- section-divider: [16, 1007, 1499, 1011]
- box-border-left: [518, 320, 521, 950]
- rajyotsava-author: [703, 1234, 1009, 1274]
- person: [216, 207, 252, 308]
- rajyotsava-col5: [1016, 1017, 1249, 2410]
- coin-stack: [1337, 218, 1368, 288]
- rupee-coin-icon: ₹: [1368, 109, 1397, 139]
- date-value: 31-10-2024: [1393, 28, 1492, 47]
- person: [170, 686, 224, 822]
